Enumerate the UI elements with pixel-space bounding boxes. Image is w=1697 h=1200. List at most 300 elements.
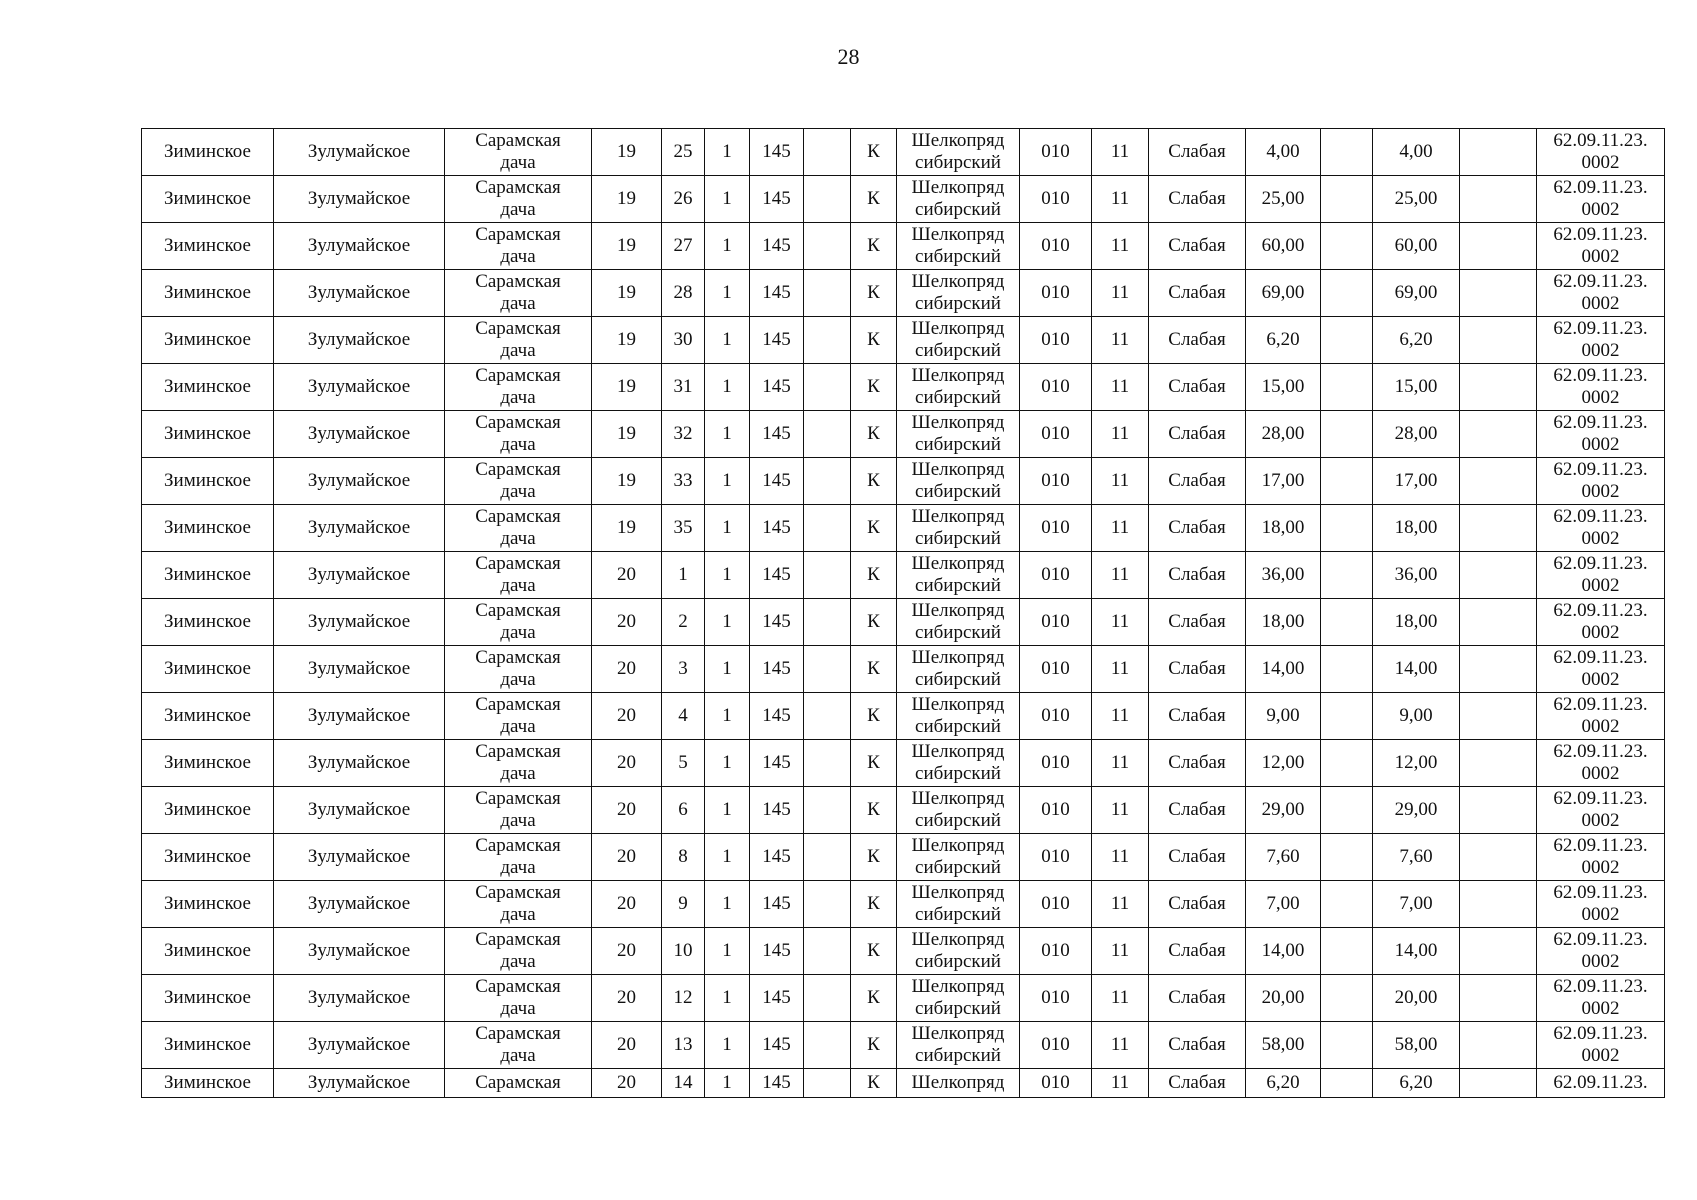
cell-text: Сарамская дача: [475, 365, 561, 408]
cell-text: 010: [1041, 1072, 1070, 1093]
cell-text: 145: [762, 1034, 791, 1055]
cell-severity: [1149, 317, 1246, 364]
cell-text: 1: [722, 141, 732, 162]
cell-text: Слабая: [1168, 517, 1226, 538]
cell-text: Слабая: [1168, 564, 1226, 585]
cell-text: 20,00: [1394, 987, 1438, 1008]
cell-text: 62.09.11.23. 0002: [1553, 459, 1648, 502]
table-row: [142, 928, 1665, 975]
cell-text: 14,00: [1394, 940, 1438, 961]
cell-code: [1020, 693, 1092, 740]
cell-text: Зулумайское: [307, 705, 411, 726]
table-row: [142, 881, 1665, 928]
cell-code: [1020, 881, 1092, 928]
cell-area-total: [1373, 129, 1460, 176]
cell-text: 62.09.11.23. 0002: [1553, 600, 1648, 643]
cell-text: К: [867, 893, 880, 914]
cell-text: Зиминское: [164, 1034, 251, 1055]
cell-blank-col: [804, 1022, 851, 1069]
cell-severity: [1149, 975, 1246, 1022]
cell-text: Шелкопряд сибирский: [911, 365, 1005, 408]
cell-text: Зулумайское: [307, 611, 411, 632]
cell-text: 145: [762, 188, 791, 209]
cell-text: 010: [1041, 752, 1070, 773]
cell-blank-col-2: [1321, 364, 1373, 411]
cell-text: 145: [762, 1072, 791, 1093]
cell-plot: [705, 646, 750, 693]
cell-text: 11: [1110, 1034, 1130, 1055]
cell-forestry: [274, 505, 445, 552]
cell-text: 60,00: [1261, 235, 1305, 256]
cell-text: Зиминское: [164, 893, 251, 914]
cell-text: 62.09.11.23. 0002: [1553, 553, 1648, 596]
cell-blank-col: [804, 787, 851, 834]
cell-quarter: [592, 646, 662, 693]
cell-text: 6,20: [1399, 329, 1433, 350]
cell-text: Зулумайское: [307, 1034, 411, 1055]
cell-area: [1246, 975, 1321, 1022]
cell-district: [142, 317, 274, 364]
cell-col-145: [750, 881, 804, 928]
cell-blank-col-2: [1321, 975, 1373, 1022]
cell-col-145: [750, 223, 804, 270]
cell-species: [851, 693, 897, 740]
cell-species: [851, 176, 897, 223]
cell-severity: [1149, 411, 1246, 458]
cell-col-145: [750, 975, 804, 1022]
cell-text: Слабая: [1168, 376, 1226, 397]
cell-dacha: [445, 176, 592, 223]
cell-age-class: [1092, 270, 1149, 317]
cell-text: 7,00: [1399, 893, 1433, 914]
cell-compartment: [662, 787, 705, 834]
cell-blank-col-2: [1321, 129, 1373, 176]
cell-quarter: [592, 411, 662, 458]
cell-blank-col-2: [1321, 411, 1373, 458]
cell-district: [142, 270, 274, 317]
table-row: [142, 270, 1665, 317]
cell-okpd-code: [1537, 317, 1665, 364]
cell-text: 1: [722, 940, 732, 961]
cell-text: 12,00: [1394, 752, 1438, 773]
cell-dacha: [445, 1022, 592, 1069]
cell-pest-name: [897, 364, 1020, 411]
cell-blank-col-2: [1321, 881, 1373, 928]
cell-area: [1246, 928, 1321, 975]
table-row: [142, 129, 1665, 176]
cell-text: 1: [722, 376, 732, 397]
cell-district: [142, 364, 274, 411]
cell-text: Зулумайское: [307, 235, 411, 256]
cell-text: Зиминское: [164, 470, 251, 491]
cell-col-145: [750, 1069, 804, 1098]
cell-text: Шелкопряд сибирский: [911, 647, 1005, 690]
cell-blank-col: [804, 458, 851, 505]
cell-quarter: [592, 599, 662, 646]
cell-forestry: [274, 881, 445, 928]
cell-text: 11: [1110, 611, 1130, 632]
cell-district: [142, 928, 274, 975]
cell-text: 145: [762, 987, 791, 1008]
cell-area-total: [1373, 1022, 1460, 1069]
cell-text: Сарамская дача: [475, 224, 561, 267]
cell-area-total: [1373, 740, 1460, 787]
cell-code: [1020, 599, 1092, 646]
table-body: [142, 129, 1665, 1098]
cell-text: 11: [1110, 940, 1130, 961]
cell-age-class: [1092, 1022, 1149, 1069]
cell-text: Сарамская дача: [475, 506, 561, 549]
cell-text: 1: [722, 658, 732, 679]
cell-text: 010: [1041, 235, 1070, 256]
cell-species: [851, 834, 897, 881]
cell-text: 010: [1041, 470, 1070, 491]
cell-text: 27: [673, 235, 693, 256]
cell-district: [142, 787, 274, 834]
cell-blank-col-3: [1460, 881, 1537, 928]
cell-text: 28,00: [1261, 423, 1305, 444]
cell-blank-col-3: [1460, 176, 1537, 223]
table-row: [142, 834, 1665, 881]
cell-text: 20,00: [1261, 987, 1305, 1008]
cell-text: К: [867, 376, 880, 397]
cell-severity: [1149, 458, 1246, 505]
cell-area: [1246, 740, 1321, 787]
cell-text: 11: [1110, 141, 1130, 162]
cell-pest-name: [897, 975, 1020, 1022]
cell-area: [1246, 787, 1321, 834]
cell-text: Зиминское: [164, 564, 251, 585]
cell-text: 32: [673, 423, 693, 444]
cell-text: 9,00: [1266, 705, 1300, 726]
cell-plot: [705, 740, 750, 787]
cell-district: [142, 646, 274, 693]
cell-species: [851, 317, 897, 364]
cell-okpd-code: [1537, 1069, 1665, 1098]
table-row: [142, 458, 1665, 505]
cell-blank-col-2: [1321, 787, 1373, 834]
cell-text: К: [867, 141, 880, 162]
cell-text: 20: [617, 893, 636, 914]
cell-blank-col-3: [1460, 364, 1537, 411]
cell-okpd-code: [1537, 693, 1665, 740]
cell-text: 14,00: [1394, 658, 1438, 679]
table-row: [142, 505, 1665, 552]
cell-okpd-code: [1537, 834, 1665, 881]
cell-severity: [1149, 787, 1246, 834]
cell-blank-col-3: [1460, 1069, 1537, 1098]
table-row: [142, 787, 1665, 834]
cell-text: 11: [1110, 423, 1130, 444]
cell-pest-name: [897, 411, 1020, 458]
cell-age-class: [1092, 364, 1149, 411]
cell-text: 1: [722, 752, 732, 773]
cell-text: 010: [1041, 423, 1070, 444]
table-row: [142, 223, 1665, 270]
cell-col-145: [750, 411, 804, 458]
cell-text: 19: [617, 235, 636, 256]
cell-col-145: [750, 505, 804, 552]
cell-text: 18,00: [1261, 611, 1305, 632]
cell-text: 1: [722, 1034, 732, 1055]
cell-col-145: [750, 317, 804, 364]
cell-age-class: [1092, 411, 1149, 458]
cell-text: 62.09.11.23. 0002: [1553, 882, 1648, 925]
cell-text: Шелкопряд сибирский: [911, 553, 1005, 596]
cell-text: 11: [1110, 752, 1130, 773]
cell-blank-col: [804, 928, 851, 975]
cell-text: Сарамская дача: [475, 412, 561, 455]
cell-code: [1020, 975, 1092, 1022]
cell-blank-col: [804, 270, 851, 317]
cell-compartment: [662, 834, 705, 881]
cell-plot: [705, 787, 750, 834]
cell-plot: [705, 129, 750, 176]
cell-text: 11: [1110, 329, 1130, 350]
cell-text: Сарамская дача: [475, 694, 561, 737]
cell-text: К: [867, 1034, 880, 1055]
cell-text: Сарамская дача: [475, 459, 561, 502]
cell-dacha: [445, 834, 592, 881]
cell-area-total: [1373, 223, 1460, 270]
cell-text: Сарамская дача: [475, 882, 561, 925]
cell-text: Слабая: [1168, 987, 1226, 1008]
cell-text: 11: [1110, 188, 1130, 209]
cell-text: Сарамская дача: [475, 1023, 561, 1066]
cell-text: Зулумайское: [307, 423, 411, 444]
cell-area-total: [1373, 693, 1460, 740]
cell-text: 6: [678, 799, 688, 820]
table-row: [142, 176, 1665, 223]
cell-area: [1246, 881, 1321, 928]
cell-blank-col-2: [1321, 176, 1373, 223]
cell-district: [142, 881, 274, 928]
cell-text: 36,00: [1261, 564, 1305, 585]
cell-area-total: [1373, 599, 1460, 646]
cell-text: Зиминское: [164, 987, 251, 1008]
cell-compartment: [662, 223, 705, 270]
cell-dacha: [445, 787, 592, 834]
cell-species: [851, 975, 897, 1022]
cell-blank-col-3: [1460, 317, 1537, 364]
cell-blank-col: [804, 552, 851, 599]
cell-okpd-code: [1537, 975, 1665, 1022]
cell-code: [1020, 270, 1092, 317]
cell-area: [1246, 693, 1321, 740]
cell-severity: [1149, 505, 1246, 552]
cell-text: 6,20: [1399, 1072, 1433, 1093]
cell-text: 5: [678, 752, 688, 773]
cell-text: 25,00: [1261, 188, 1305, 209]
cell-forestry: [274, 317, 445, 364]
cell-pest-name: [897, 552, 1020, 599]
cell-text: Шелкопряд сибирский: [911, 318, 1005, 361]
table-row: [142, 552, 1665, 599]
cell-text: К: [867, 1072, 880, 1093]
cell-severity: [1149, 646, 1246, 693]
cell-compartment: [662, 411, 705, 458]
cell-pest-name: [897, 881, 1020, 928]
cell-pest-name: [897, 787, 1020, 834]
cell-age-class: [1092, 928, 1149, 975]
table-row: [142, 364, 1665, 411]
cell-age-class: [1092, 599, 1149, 646]
cell-dacha: [445, 411, 592, 458]
cell-text: 12: [673, 987, 693, 1008]
cell-dacha: [445, 223, 592, 270]
cell-pest-name: [897, 458, 1020, 505]
cell-text: Зулумайское: [307, 141, 411, 162]
cell-age-class: [1092, 223, 1149, 270]
cell-blank-col-2: [1321, 223, 1373, 270]
cell-compartment: [662, 599, 705, 646]
cell-severity: [1149, 176, 1246, 223]
cell-blank-col-3: [1460, 646, 1537, 693]
cell-text: К: [867, 705, 880, 726]
cell-severity: [1149, 129, 1246, 176]
cell-text: 145: [762, 705, 791, 726]
cell-col-145: [750, 364, 804, 411]
cell-pest-name: [897, 129, 1020, 176]
cell-quarter: [592, 928, 662, 975]
cell-text: 1: [722, 282, 732, 303]
cell-text: Зулумайское: [307, 846, 411, 867]
cell-text: Шелкопряд сибирский: [911, 741, 1005, 784]
cell-blank-col-3: [1460, 740, 1537, 787]
cell-text: 010: [1041, 517, 1070, 538]
cell-severity: [1149, 1069, 1246, 1098]
cell-text: Зиминское: [164, 940, 251, 961]
cell-dacha: [445, 505, 592, 552]
cell-col-145: [750, 552, 804, 599]
cell-severity: [1149, 693, 1246, 740]
cell-blank-col: [804, 223, 851, 270]
cell-text: 11: [1110, 282, 1130, 303]
cell-district: [142, 1022, 274, 1069]
cell-text: Слабая: [1168, 282, 1226, 303]
cell-text: 1: [722, 235, 732, 256]
cell-blank-col: [804, 129, 851, 176]
cell-text: К: [867, 517, 880, 538]
cell-text: 145: [762, 658, 791, 679]
cell-text: Зулумайское: [307, 799, 411, 820]
cell-text: Слабая: [1168, 141, 1226, 162]
cell-col-145: [750, 458, 804, 505]
cell-text: 33: [673, 470, 693, 491]
cell-severity: [1149, 599, 1246, 646]
cell-text: К: [867, 846, 880, 867]
cell-severity: [1149, 881, 1246, 928]
cell-col-145: [750, 834, 804, 881]
cell-plot: [705, 176, 750, 223]
cell-text: Зиминское: [164, 799, 251, 820]
cell-text: 19: [617, 188, 636, 209]
cell-blank-col-3: [1460, 834, 1537, 881]
cell-species: [851, 411, 897, 458]
cell-text: 145: [762, 141, 791, 162]
cell-text: 6,20: [1266, 1072, 1300, 1093]
cell-forestry: [274, 176, 445, 223]
cell-text: Зиминское: [164, 611, 251, 632]
cell-plot: [705, 411, 750, 458]
cell-compartment: [662, 552, 705, 599]
cell-dacha: [445, 928, 592, 975]
cell-text: Слабая: [1168, 329, 1226, 350]
cell-text: 2: [678, 611, 688, 632]
cell-text: 010: [1041, 329, 1070, 350]
cell-text: Слабая: [1168, 658, 1226, 679]
cell-pest-name: [897, 505, 1020, 552]
cell-text: Зулумайское: [307, 188, 411, 209]
cell-species: [851, 928, 897, 975]
cell-district: [142, 599, 274, 646]
cell-okpd-code: [1537, 928, 1665, 975]
cell-text: Зиминское: [164, 846, 251, 867]
cell-quarter: [592, 317, 662, 364]
cell-text: Сарамская дача: [475, 177, 561, 220]
cell-okpd-code: [1537, 270, 1665, 317]
cell-text: 145: [762, 470, 791, 491]
cell-text: 010: [1041, 564, 1070, 585]
cell-text: 14: [673, 1072, 693, 1093]
cell-text: 1: [722, 564, 732, 585]
cell-plot: [705, 834, 750, 881]
cell-age-class: [1092, 129, 1149, 176]
cell-dacha: [445, 270, 592, 317]
cell-text: 62.09.11.23. 0002: [1553, 177, 1648, 220]
cell-age-class: [1092, 881, 1149, 928]
cell-text: 145: [762, 235, 791, 256]
cell-text: Шелкопряд сибирский: [911, 882, 1005, 925]
cell-text: 4,00: [1266, 141, 1300, 162]
cell-text: К: [867, 564, 880, 585]
cell-text: 19: [617, 517, 636, 538]
cell-species: [851, 881, 897, 928]
cell-species: [851, 364, 897, 411]
cell-text: Зиминское: [164, 658, 251, 679]
cell-quarter: [592, 270, 662, 317]
cell-text: Зиминское: [164, 752, 251, 773]
cell-text: 145: [762, 564, 791, 585]
cell-plot: [705, 881, 750, 928]
cell-forestry: [274, 1022, 445, 1069]
cell-area-total: [1373, 928, 1460, 975]
cell-text: Зулумайское: [307, 752, 411, 773]
cell-text: 62.09.11.23. 0002: [1553, 835, 1648, 878]
cell-area-total: [1373, 270, 1460, 317]
cell-species: [851, 223, 897, 270]
cell-text: 19: [617, 470, 636, 491]
cell-compartment: [662, 881, 705, 928]
cell-district: [142, 740, 274, 787]
cell-compartment: [662, 270, 705, 317]
cell-text: Зулумайское: [307, 893, 411, 914]
cell-quarter: [592, 505, 662, 552]
cell-area-total: [1373, 317, 1460, 364]
cell-species: [851, 505, 897, 552]
cell-text: Зиминское: [164, 423, 251, 444]
cell-severity: [1149, 928, 1246, 975]
cell-blank-col-3: [1460, 787, 1537, 834]
cell-text: 010: [1041, 893, 1070, 914]
cell-text: 18,00: [1394, 611, 1438, 632]
cell-text: Слабая: [1168, 611, 1226, 632]
cell-blank-col-2: [1321, 505, 1373, 552]
cell-text: 1: [722, 188, 732, 209]
cell-text: Зулумайское: [307, 376, 411, 397]
cell-age-class: [1092, 176, 1149, 223]
cell-area-total: [1373, 1069, 1460, 1098]
